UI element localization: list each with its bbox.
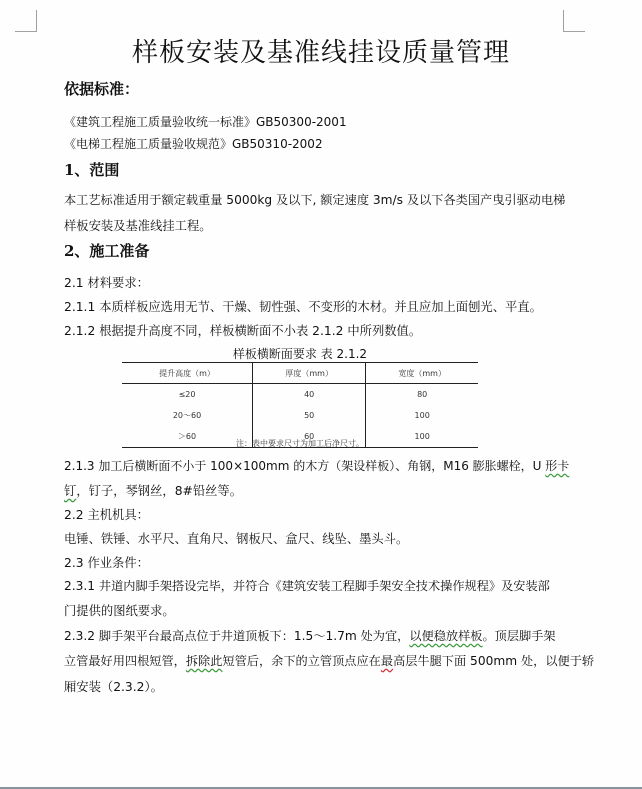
section-2-3-2-line-3: 厢安装（2.3.2）。 bbox=[64, 680, 163, 694]
section-2-2-heading: 2.2 主机机具： bbox=[64, 508, 149, 522]
section-2-3-2-text: 。顶层脚手架 bbox=[482, 629, 556, 643]
section-2-3-2-text: 立管最好用四根短管， bbox=[64, 654, 186, 668]
section-2-3-2-line-1 bbox=[64, 627, 556, 644]
basis-heading: 依据标准： bbox=[64, 80, 140, 98]
table-cell: ＞60 bbox=[122, 426, 253, 448]
section-1-paragraph-line-1: 本工艺标准适用于额定载重量 5000kg 及以下, 额定速度 3m/s 及以下各类国产曳引驱动电梯 bbox=[64, 193, 566, 207]
table-header-row bbox=[122, 363, 478, 384]
section-1-heading: 1、范围 bbox=[64, 161, 120, 179]
table-cell: ≤20 bbox=[178, 390, 196, 399]
table-header-cell: 厚度（mm） bbox=[253, 363, 366, 384]
spellcheck-flagged-text: 拆除此 bbox=[185, 654, 223, 668]
section-2-3-1-line-1: 2.3.1 井道内脚手架搭设完毕，并符合《建筑安装工程脚手架安全技术操作规程》及安装部 bbox=[64, 579, 550, 593]
section-2-3-1-line-2: 门提供的图纸要求。 bbox=[64, 604, 175, 618]
spellcheck-flagged-text: 形卡 bbox=[545, 459, 570, 473]
spellcheck-flagged-text: 以便稳放样板 bbox=[409, 629, 483, 643]
section-2-3-2-line-2 bbox=[64, 652, 594, 669]
table-cell: 50 bbox=[253, 405, 366, 426]
table-cell: 80 bbox=[366, 384, 478, 406]
table-row bbox=[122, 405, 478, 426]
table-note: 注：表中要求尺寸为加工后净尺寸。 bbox=[236, 439, 364, 448]
section-2-1-3-text-cont: ，钉子，琴钢丝，8#铅丝等。 bbox=[76, 484, 243, 498]
section-2-1-3-line-1 bbox=[64, 457, 569, 474]
table-cell: 100 bbox=[366, 405, 478, 426]
section-1-paragraph-line-2: 样板安装及基准线挂工程。 bbox=[64, 219, 212, 233]
reference-item: 《建筑工程施工质量验收统一标准》GB50300-2001 bbox=[64, 115, 347, 129]
spec-table bbox=[122, 362, 478, 448]
table-header-cell: 提升高度（m） bbox=[122, 363, 253, 384]
reference-item: 《电梯工程施工质量验收规范》GB50310-2002 bbox=[64, 137, 323, 151]
spellcheck-flagged-text: 最 bbox=[380, 654, 394, 668]
document-title: 样板安装及基准线挂设质量管理 bbox=[131, 38, 510, 68]
section-2-3-2-text: 短管后，余下的立管顶点应在 bbox=[222, 654, 381, 668]
page-corner-mark-top-right bbox=[563, 10, 585, 32]
spellcheck-flagged-text: 钉 bbox=[64, 484, 77, 498]
table-cell: 20～60 bbox=[172, 411, 202, 420]
section-2-3-2-text: 2.3.2 脚手架平台最高点位于井道顶板下：1.5～1.7m 处为宜， bbox=[64, 629, 410, 643]
section-2-1-heading: 2.1 材料要求： bbox=[64, 276, 149, 290]
section-2-heading: 2、施工准备 bbox=[64, 242, 150, 260]
table-row bbox=[122, 384, 478, 406]
table-cell: 60 bbox=[253, 426, 366, 448]
section-2-3-2-text: 高层牛腿下面 500mm 处，以便于轿 bbox=[393, 654, 595, 668]
table-header-cell: 宽度（mm） bbox=[366, 363, 478, 384]
section-2-1-3-text: 2.1.3 加工后横断面不小于 100×100mm 的木方（架设样板）、角钢，M16 膨胀螺栓，U bbox=[64, 459, 546, 473]
section-2-1-2-text: 2.1.2 根据提升高度不同，样板横断面不小表 2.1.2 中所列数值。 bbox=[64, 324, 422, 338]
table-cell: 100 bbox=[366, 426, 478, 448]
section-2-1-1-text: 2.1.1 本质样板应选用无节、干燥、韧性强、不变形的木材。并且应加上面刨光、平直。 bbox=[64, 300, 542, 314]
section-2-1-3-line-2 bbox=[64, 481, 242, 499]
section-2-3-heading: 2.3 作业条件： bbox=[64, 556, 149, 570]
section-2-2-tools: 电锤、铁锤、水平尺、直角尺、钢板尺、盒尺、线坠、墨头斗。 bbox=[64, 532, 409, 546]
table-cell: 40 bbox=[253, 384, 366, 406]
page-corner-mark-top-left bbox=[15, 10, 37, 32]
table-caption: 样板横断面要求 表 2.1.2 bbox=[232, 347, 368, 361]
